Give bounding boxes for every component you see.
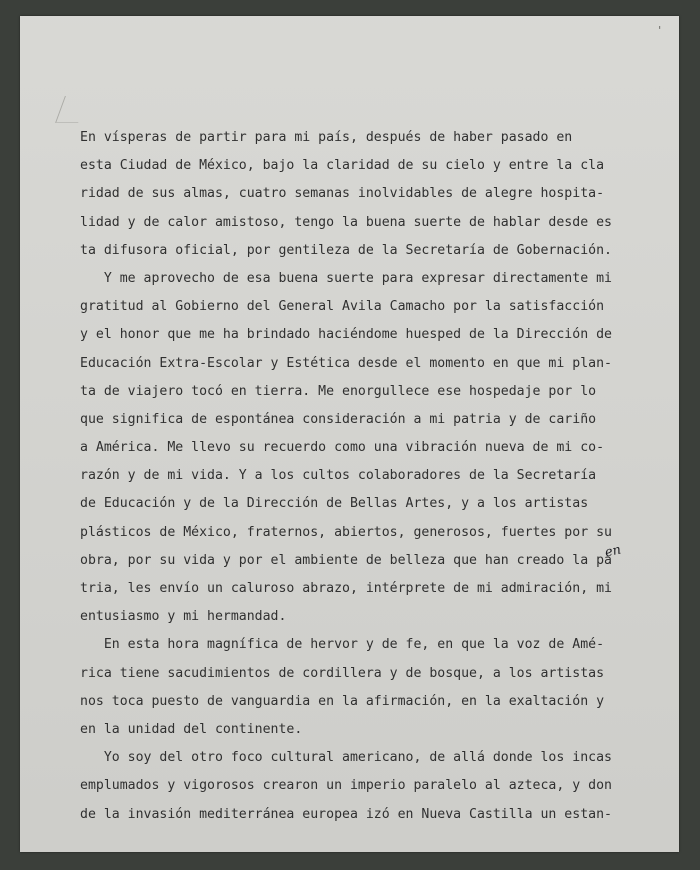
text-line: plásticos de México, fraternos, abiertos, generosos, fuertes por su bbox=[80, 524, 612, 540]
paper-fold-mark bbox=[55, 96, 88, 123]
text-line: de la invasión mediterránea europea izó en Nueva Castilla un estan- bbox=[80, 806, 612, 822]
text-line: nos toca puesto de vanguardia en la afirmación, en la exaltación y bbox=[80, 693, 605, 709]
text-line: y el honor que me ha brindado haciéndome huesped de la Dirección de bbox=[80, 327, 612, 343]
text-line: ta difusora oficial, por gentileza de la Secretaría de Gobernación. bbox=[80, 242, 612, 258]
text-line: Yo soy del otro foco cultural americano, de allá donde los incas bbox=[80, 750, 612, 766]
handwritten-insertion: en bbox=[603, 542, 623, 561]
text-line: razón y de mi vida. Y a los cultos colaboradores de la Secretaría bbox=[80, 468, 597, 484]
text-line: a América. Me llevo su recuerdo como una vibración nueva de mi co- bbox=[80, 440, 605, 456]
corner-mark: ' bbox=[656, 24, 663, 37]
text-line: de Educación y de la Dirección de Bellas Artes, y a los artistas bbox=[80, 496, 589, 512]
text-line: ridad de sus almas, cuatro semanas inolvidables de alegre hospita- bbox=[80, 186, 605, 202]
text-line: en la unidad del continente. bbox=[80, 721, 303, 737]
text-line: que significa de espontánea consideración a mi patria y de cariño bbox=[80, 411, 597, 427]
text-line: tria, les envío un caluroso abrazo, intérprete de mi admiración, mi bbox=[80, 581, 612, 596]
typescript-body bbox=[80, 124, 670, 829]
text-line: esta Ciudad de México, bajo la claridad de su cielo y entre la cla bbox=[80, 158, 605, 174]
text-line: En esta hora magnífica de hervor y de fe, en que la voz de Amé- bbox=[80, 637, 605, 653]
text-line: gratitud al Gobierno del General Avila Camacho por la satisfacción bbox=[80, 299, 605, 315]
text-line: Y me aprovecho de esa buena suerte para expresar directamente mi bbox=[80, 270, 612, 286]
text-line: entusiasmo y mi hermandad. bbox=[80, 609, 287, 625]
text-line: En vísperas de partir para mi país, después de haber pasado en bbox=[80, 130, 573, 145]
text-line: lidad y de calor amistoso, tengo la buena suerte de hablar desde es bbox=[80, 214, 612, 230]
typewritten-page bbox=[20, 16, 679, 852]
text-line: ta de viajero tocó en tierra. Me enorgullece ese hospedaje por lo bbox=[80, 383, 597, 399]
text-line: rica tiene sacudimientos de cordillera y de bosque, a los artistas bbox=[80, 665, 605, 681]
text-line: Educación Extra-Escolar y Estética desde el momento en que mi plan- bbox=[80, 355, 612, 371]
text-line: obra, por su vida y por el ambiente de belleza que han creado la pa bbox=[80, 552, 612, 568]
text-line: emplumados y vigorosos crearon un imperio paralelo al azteca, y don bbox=[80, 778, 612, 794]
